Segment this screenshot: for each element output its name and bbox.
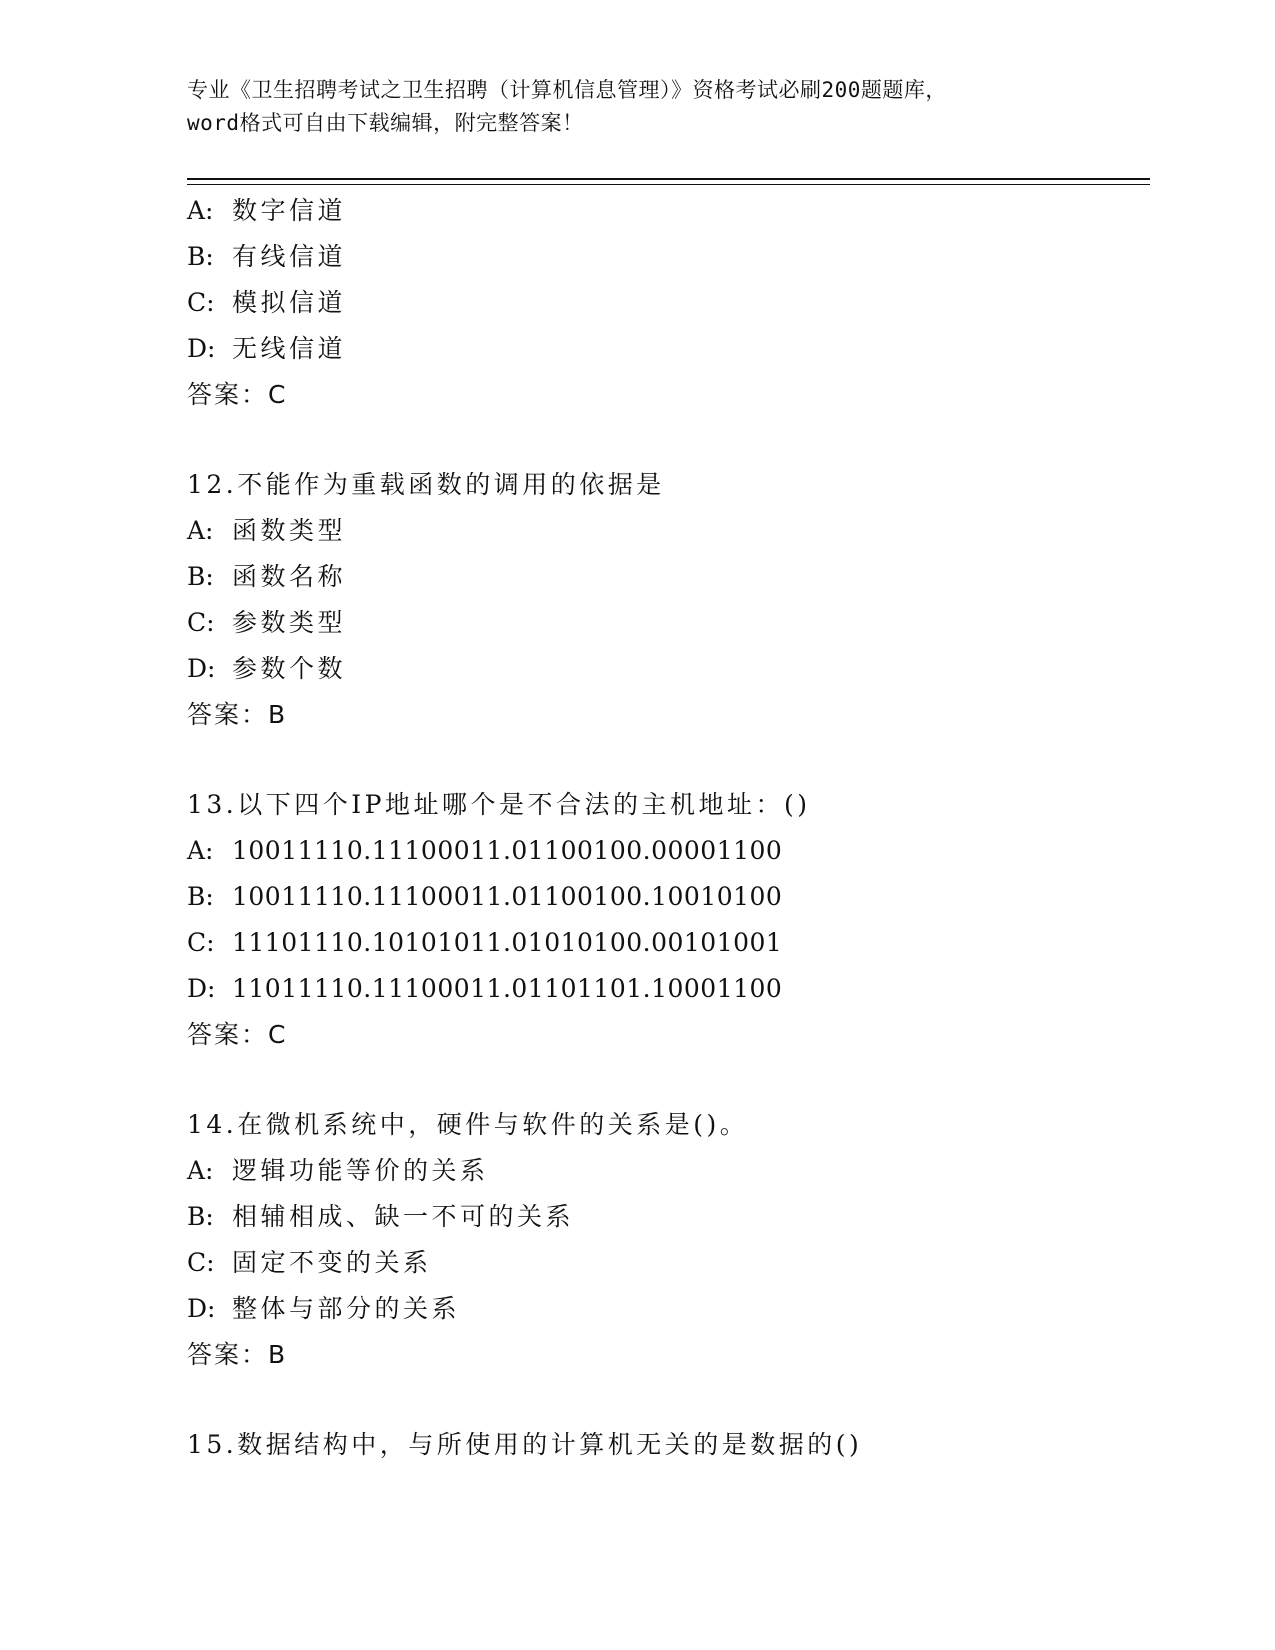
option-text: 参数个数 bbox=[232, 654, 347, 683]
option-letter: D: bbox=[187, 1294, 216, 1323]
option-text: 整体与部分的关系 bbox=[232, 1294, 461, 1323]
option-text: 10011110.11100011.01100100.10010100 bbox=[232, 882, 783, 911]
option-letter: B: bbox=[187, 242, 214, 271]
option-a bbox=[187, 188, 1147, 234]
option-letter: D: bbox=[187, 654, 216, 683]
answer-line: 答案：B bbox=[187, 700, 288, 729]
question-block-11 bbox=[187, 188, 1147, 418]
option-letter: A: bbox=[187, 516, 214, 545]
question-block-13 bbox=[187, 782, 1147, 1058]
option-text: 模拟信道 bbox=[232, 288, 347, 317]
answer-line: 答案：B bbox=[187, 1340, 288, 1369]
document-header bbox=[187, 74, 1087, 140]
option-d bbox=[187, 966, 1147, 1012]
block-spacer bbox=[187, 738, 1147, 782]
option-text: 无线信道 bbox=[232, 334, 347, 363]
question-text: 13.以下四个IP地址哪个是不合法的主机地址：() bbox=[187, 790, 811, 819]
option-c bbox=[187, 600, 1147, 646]
option-b bbox=[187, 554, 1147, 600]
option-text: 有线信道 bbox=[232, 242, 347, 271]
option-b bbox=[187, 234, 1147, 280]
option-letter: D: bbox=[187, 974, 216, 1003]
option-a bbox=[187, 508, 1147, 554]
option-b bbox=[187, 1194, 1147, 1240]
option-letter: C: bbox=[187, 1248, 215, 1277]
option-text: 函数类型 bbox=[232, 516, 347, 545]
header-divider-thick bbox=[187, 178, 1150, 180]
option-letter: A: bbox=[187, 1156, 214, 1185]
option-text: 逻辑功能等价的关系 bbox=[232, 1156, 489, 1185]
answer-line: 答案：C bbox=[187, 1020, 288, 1049]
option-text: 11011110.11100011.01101101.10001100 bbox=[232, 974, 783, 1003]
header-divider-thin bbox=[187, 184, 1150, 185]
block-spacer bbox=[187, 418, 1147, 462]
option-d bbox=[187, 646, 1147, 692]
question-block-15 bbox=[187, 1422, 1147, 1468]
option-d bbox=[187, 1286, 1147, 1332]
option-a bbox=[187, 1148, 1147, 1194]
option-b bbox=[187, 874, 1147, 920]
option-letter: C: bbox=[187, 608, 215, 637]
option-letter: B: bbox=[187, 1202, 214, 1231]
option-letter: D: bbox=[187, 334, 216, 363]
option-d bbox=[187, 326, 1147, 372]
option-letter: B: bbox=[187, 882, 214, 911]
question-list bbox=[187, 188, 1147, 1468]
option-letter: C: bbox=[187, 928, 215, 957]
question-block-12 bbox=[187, 462, 1147, 738]
question-block-14 bbox=[187, 1102, 1147, 1378]
option-a bbox=[187, 828, 1147, 874]
block-spacer bbox=[187, 1058, 1147, 1102]
question-text: 12.不能作为重载函数的调用的依据是 bbox=[187, 470, 665, 499]
option-text: 相辅相成、缺一不可的关系 bbox=[232, 1202, 575, 1231]
block-spacer bbox=[187, 1378, 1147, 1422]
option-c bbox=[187, 1240, 1147, 1286]
option-letter: B: bbox=[187, 562, 214, 591]
answer-line: 答案：C bbox=[187, 380, 288, 409]
option-letter: C: bbox=[187, 288, 215, 317]
option-letter: A: bbox=[187, 836, 214, 865]
question-text: 15.数据结构中，与所使用的计算机无关的是数据的() bbox=[187, 1430, 863, 1459]
option-text: 11101110.10101011.01010100.00101001 bbox=[232, 928, 783, 957]
option-c bbox=[187, 280, 1147, 326]
option-text: 10011110.11100011.01100100.00001100 bbox=[232, 836, 783, 865]
option-text: 参数类型 bbox=[232, 608, 347, 637]
header-line-2: word格式可自由下载编辑，附完整答案！ bbox=[187, 111, 584, 135]
header-line-1: 专业《卫生招聘考试之卫生招聘（计算机信息管理）》资格考试必刷200题题库， bbox=[187, 78, 947, 102]
option-c bbox=[187, 920, 1147, 966]
option-letter: A: bbox=[187, 196, 214, 225]
option-text: 固定不变的关系 bbox=[232, 1248, 432, 1277]
option-text: 函数名称 bbox=[232, 562, 347, 591]
option-text: 数字信道 bbox=[232, 196, 347, 225]
question-text: 14.在微机系统中，硬件与软件的关系是()。 bbox=[187, 1110, 749, 1139]
